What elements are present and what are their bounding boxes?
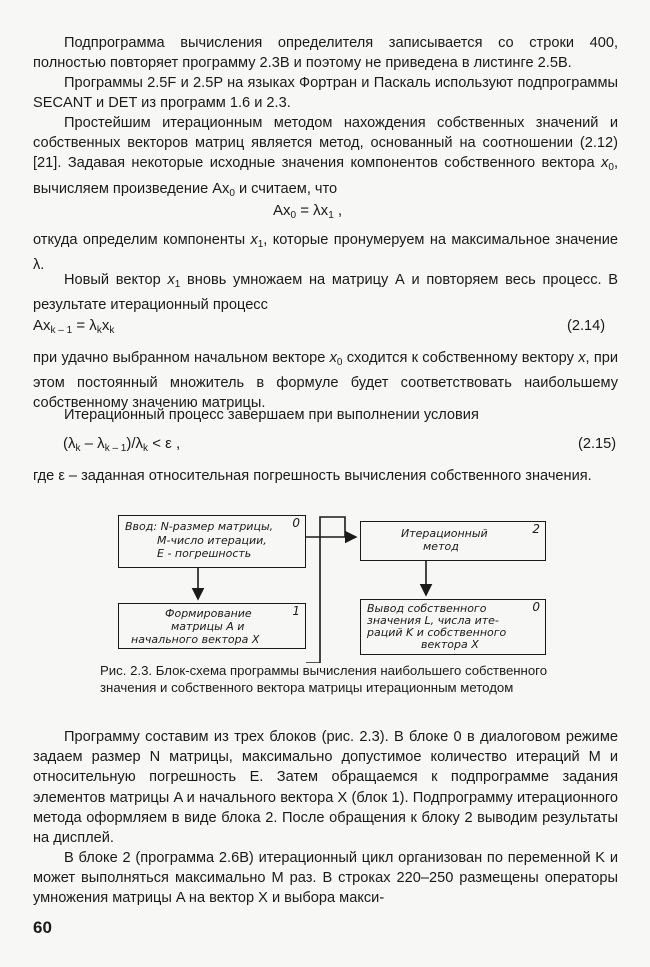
block-2-iterative-method xyxy=(360,521,546,561)
paragraph-8: где ε – заданная относительная погрешность вычисления собственного значения. xyxy=(33,468,592,484)
equation-2-15: $(\lambda_k - \lambda_{k - 1})/\lambda_k < \varepsilon$ , xyxy=(63,435,181,454)
block-3-line-2: значения L, числа ите- xyxy=(367,614,499,627)
block-0-number: 0 xyxy=(292,516,300,530)
equation-number-2-14: (2.14) xyxy=(567,318,606,334)
paragraph-5: Новый вектор $x_1$ вновь умножаем на матрицу А и повторяем весь процесс. В результате итерационный процесс xyxy=(33,272,618,314)
paragraph-7: Итерационный процесс завершаем при выполнении условия xyxy=(64,407,479,423)
block-1-number: 1 xyxy=(292,604,300,618)
paragraph-1: Подпрограмма вычисления определителя записывается со строки 400, полностью повторяет программу 2.3В и поэтому не приведена в листинге 2.5В. xyxy=(33,35,618,72)
block-diagram xyxy=(110,513,550,663)
block-3-line-3: раций K и собственного xyxy=(367,626,507,639)
block-2-number: 2 xyxy=(532,522,540,536)
line-block1-loop xyxy=(306,517,345,663)
block-3-line-1: Вывод собственного xyxy=(367,602,487,615)
paragraph-4: откуда определим компоненты $x_1$, которые пронумеруем на максимальное значение λ. xyxy=(33,232,618,274)
page-number: 60 xyxy=(33,918,52,937)
block-0-line-2: M-число итерации, xyxy=(157,534,267,547)
paragraph-6: при удачно выбранном начальном векторе $x_0$ сходится к собственному вектору x, при этом постоянный множитель в формуле будет соответствовать наибольшему собственному значению матрицы. xyxy=(33,350,619,412)
paragraph-3: Простейшим итерационным методом нахождения собственных значений и собственных векторов матриц является метод, основанный на соотношении (2.12) [21]. Задавая некоторые исходные значения компонентов собственного вектора $x_0$, вычисляем произведение $Ax_0$ и считаем, что xyxy=(33,115,618,199)
equation-number-2-15: (2.15) xyxy=(578,436,617,452)
equation-2-14: $Ax_{k - 1} = \lambda_kx_k$ xyxy=(33,317,115,336)
paragraph-9: Программу составим из трех блоков (рис. 2.3). В блоке 0 в диалоговом режиме задаем размер N матрицы, максимально допустимое количество итераций M и относительную погрешность E. Затем обращаемся к подпрограмме задания элементов матрицы A и начального вектора X (блок 1). Подпрограмму итерационного метода оформляем в виде блока 2. После обращения к блоку 2 выводим результаты на дисплей. xyxy=(33,729,618,847)
block-1-line-2: матрицы A и xyxy=(171,620,245,633)
block-0-line-1: Ввод: N-размер матрицы, xyxy=(125,520,274,533)
block-1-line-3: начального вектора X xyxy=(131,633,260,646)
block-2-line-2: метод xyxy=(423,540,459,553)
paragraph-2: Программы 2.5F и 2.5P на языках Фортран и Паскаль используют подпрограммы SECANT и DET из программ 1.6 и 2.3. xyxy=(33,75,618,112)
block-1-formation xyxy=(118,603,306,649)
formula-ax0-eq-lambda-x1: $Ax_0 = \lambda x_1$ , xyxy=(273,202,343,221)
figure-caption: Рис. 2.3. Блок-схема программы вычисления наибольшего собственного значения и собственного вектора матрицы итерационным методом xyxy=(100,663,548,695)
block-2-line-1: Итерационный xyxy=(401,527,488,540)
block-0-line-3: E - погрешность xyxy=(157,547,252,560)
block-3-number: 0 xyxy=(532,600,540,614)
block-0-input xyxy=(118,515,306,568)
block-3-line-4: вектора X xyxy=(421,638,479,651)
block-1-line-1: Формирование xyxy=(165,607,252,620)
block-3-output xyxy=(360,599,546,655)
paragraph-10: В блоке 2 (программа 2.6B) итерационный цикл организован по переменной K и может выполняться максимально M раз. В строках 220–250 размещены операторы умножения матрицы A на вектор X и выбора макси- xyxy=(33,850,618,907)
